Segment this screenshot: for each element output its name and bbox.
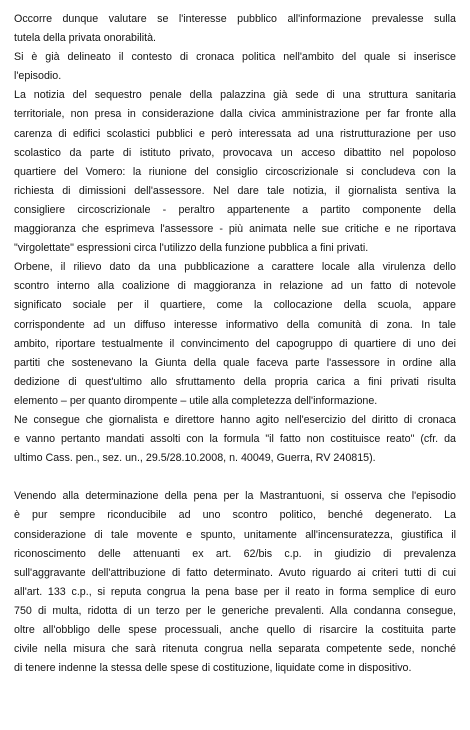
text-line: maggioranza che esprimeva l'assessore - più animata nelle sue critiche e ne riportava [14,223,456,236]
paragraph [14,48,456,86]
text-line: ambito, riportare testualmente il convincimento del capogruppo di quartiere di uno dei [14,337,456,350]
text-line: Si è già delineato il contesto di cronaca politica nell'ambito del quale si inserisce [14,51,456,64]
text-line: è pur sempre riconducibile ad uno scontro politico, benché degenerato. La [14,509,456,522]
text-line: civile nella misura che sarà ritenuta congrua nella separata competente sede, nonché [14,643,456,656]
text-line: significato sociale per il quartiere, come la collocazione della scuola, appare [14,299,456,312]
text-line: e vanno pertanto mandati assolti con la formula "il fatto non costituisce reato" (cfr. da [14,433,456,446]
text-line: La notizia del sequestro penale della palazzina già sede di una struttura sanitaria [14,89,456,102]
text-line: "virgolettate" espressioni circa l'utilizzo della funzione pubblica a fini privati. [14,242,369,255]
text-line: Orbene, il rilievo dato da una pubblicazione a carattere locale alla virulenza dello [14,261,456,274]
text-line: partiti che sostenevano la Giunta della quale faceva parte l'assessore in ordine alla [14,356,456,369]
text-line: oltre all'obbligo delle spese processuali, anche quello di risarcire la costituita parte [14,624,456,636]
text-line: carenza di edifici scolastici pubblici e però interessata ad una ristrutturazione per uso [14,127,456,140]
text-line: all'art. 133 c.p., si reputa congrua la pena base per il reato in forma semplice di euro [14,585,456,598]
text-line: 750 di multa, ridotta di un terzo per le generiche prevalenti. Alla condanna consegue, [14,604,456,617]
text-line: sull'aggravante dell'attribuzione di fatto determinato. Avuto riguardo ai criteri tutti di cui [14,566,456,579]
paragraph [14,86,456,258]
text-line: Ne consegue che giornalista e direttore hanno agito nell'esercizio del diritto di cronaca [14,413,456,426]
text-line: scontro interno alla coalizione di maggioranza in relazione ad un fatto di notevole [14,280,456,293]
text-line: scolastico da parte di istituto privato, provocava un acceso dibattito nel popoloso [14,146,456,159]
text-line: tutela della privata onorabilità. [14,32,156,45]
text-line: quartiere del Vomero: la riunione del consiglio circoscrizionale si concludeva con la [14,165,456,178]
text-line: ultimo Cass. pen., sez. un., 29.5/28.10.2008, n. 40049, Guerra, RV 240815). [14,452,376,465]
text-line: consigliere circoscrizionale - peraltro appartenente a partito componente della [14,203,456,216]
paragraph [14,487,456,678]
text-line: corrispondente ad un diffuso interesse informativo della comunità di zona. In tale [14,318,456,331]
text-line: dedizione di quest'ultimo allo sfruttamento della propria carica a fini privati risulta [14,375,456,388]
text-line: Occorre dunque valutare se l'interesse pubblico all'informazione prevalesse sulla [14,13,456,25]
text-line: elemento – per quanto dirompente – utile alla completezza dell'informazione. [14,394,378,407]
paragraph-gap [14,468,456,487]
text-line: considerazione di tale movente e spunto, unitamente all'incensuratezza, giustifica il [14,528,456,541]
text-line: l'episodio. [14,70,62,83]
paragraph [14,411,456,468]
text-line: Venendo alla determinazione della pena per la Mastrantuoni, si osserva che l'episodio [14,490,456,503]
text-line: riconoscimento delle attenuanti ex art. 62/bis c.p. in giudizio di prevalenza [14,547,456,560]
text-line: di tenere indenne la stessa delle spese di costituzione, liquidate come in dispositivo. [14,662,412,675]
paragraph [14,258,456,411]
text-line: richiesta di dimissioni dell'assessore. Nel dare tale notizia, il giornalista sentiva la [14,184,456,197]
text-line: territoriale, non presa in considerazione dalla civica amministrazione per far fronte alla [14,108,456,121]
paragraph [14,10,456,48]
